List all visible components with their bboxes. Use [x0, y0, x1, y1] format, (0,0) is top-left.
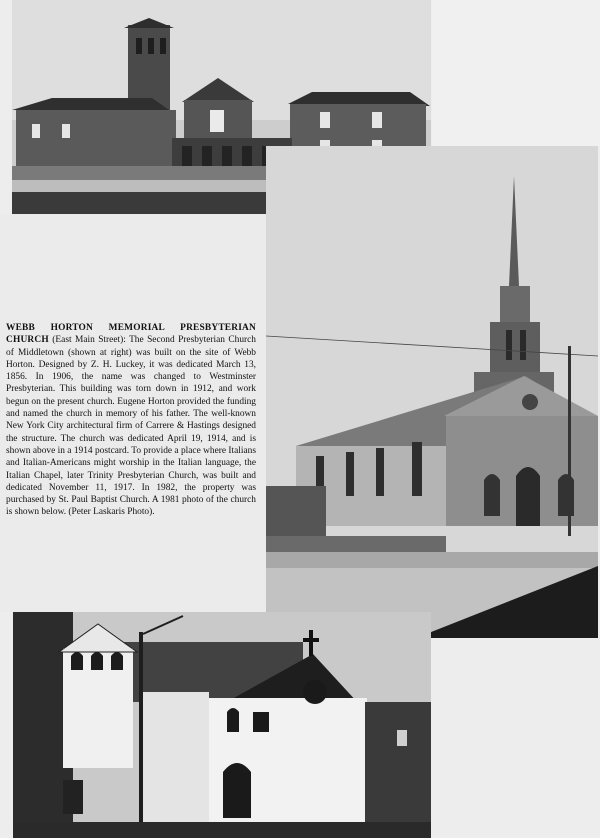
caption-text: [6, 322, 256, 519]
caption-body: (East Main Street): The Second Presbyterian Church of Middletown (shown at right) was built on the site of Webb Horton. Designed by Z. H. Luckey, it was dedicated March 13, 1856. In 1906, the name was changed to Westminster Presbyterian. This building was torn down in 1912, and work begun on the present church. Eugene Horton provided the funding and named the church in memory of his father. The well-known New York City architectural firm of Carrere & Hastings designed the structure. The church was dedicated April 19, 1914, and is shown above in a 1914 postcard. To provide a place where Italians and Italian-Americans might worship in the Italian language, the Italian Chapel, later Trinity Presbyterian Church, was built and dedicated November 11, 1917. In 1982, the property was purchased by St. Paul Baptist Church. A 1981 photo of the church is shown below. (Peter Laskaris Photo).: [6, 335, 256, 518]
caption-heading: WEBB HORTON MEMORIAL PRESBYTERIAN CHURCH: [6, 323, 256, 346]
photo-st-paul-baptist-church-1981: [13, 612, 431, 838]
photo-second-presbyterian-church: [266, 146, 598, 638]
blank-margin: [432, 0, 600, 146]
